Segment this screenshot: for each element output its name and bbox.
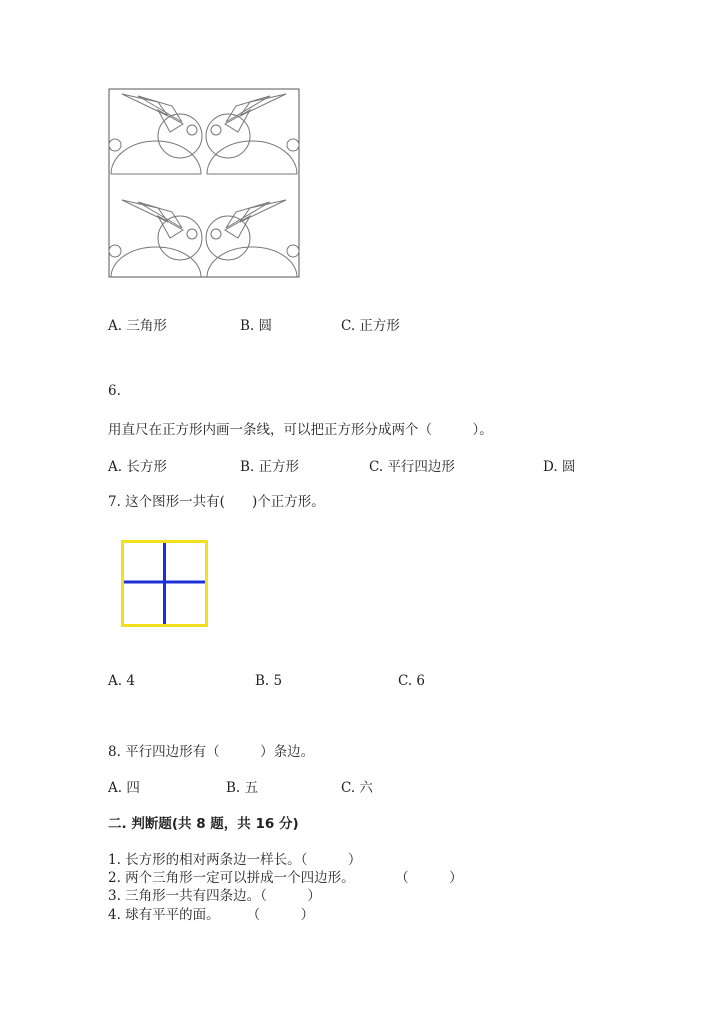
q6-option-d[interactable]: D. 圆 bbox=[543, 459, 576, 475]
q8-question: 8. 平行四边形有（ ）条边。 bbox=[108, 744, 315, 760]
q5-option-b[interactable]: B. 圆 bbox=[240, 318, 273, 334]
q8-option-c[interactable]: C. 六 bbox=[341, 780, 373, 796]
q7-option-c[interactable]: C. 6 bbox=[398, 673, 426, 689]
q5-option-a[interactable]: A. 三角形 bbox=[108, 318, 167, 334]
judge-item-3: 3. 三角形一共有四条边。（ ） bbox=[108, 888, 321, 904]
q7-square-figure bbox=[121, 540, 209, 628]
rabbit-pattern-figure bbox=[108, 88, 300, 278]
q5-option-c[interactable]: C. 正方形 bbox=[341, 318, 400, 334]
q6-option-a[interactable]: A. 长方形 bbox=[108, 459, 167, 475]
q8-option-b[interactable]: B. 五 bbox=[226, 780, 259, 796]
q8-option-a[interactable]: A. 四 bbox=[108, 780, 140, 796]
q6-question: 用直尺在正方形内画一条线，可以把正方形分成两个（ ）。 bbox=[108, 422, 493, 438]
q6-option-b[interactable]: B. 正方形 bbox=[240, 459, 300, 475]
q7-question: 7. 这个图形一共有( )个正方形。 bbox=[108, 494, 325, 510]
judge-item-1: 1. 长方形的相对两条边一样长。（ ） bbox=[108, 852, 362, 868]
q7-option-b[interactable]: B. 5 bbox=[255, 673, 283, 689]
judge-item-2: 2. 两个三角形一定可以拼成一个四边形。 （ ） bbox=[108, 870, 463, 886]
q6-number: 6. bbox=[108, 383, 121, 399]
section-2-title: 二. 判断题(共 8 题，共 16 分) bbox=[108, 816, 299, 832]
judge-item-4: 4. 球有平平的面。 （ ） bbox=[108, 907, 315, 923]
q6-option-c[interactable]: C. 平行四边形 bbox=[369, 459, 455, 475]
q7-option-a[interactable]: A. 4 bbox=[108, 673, 135, 689]
